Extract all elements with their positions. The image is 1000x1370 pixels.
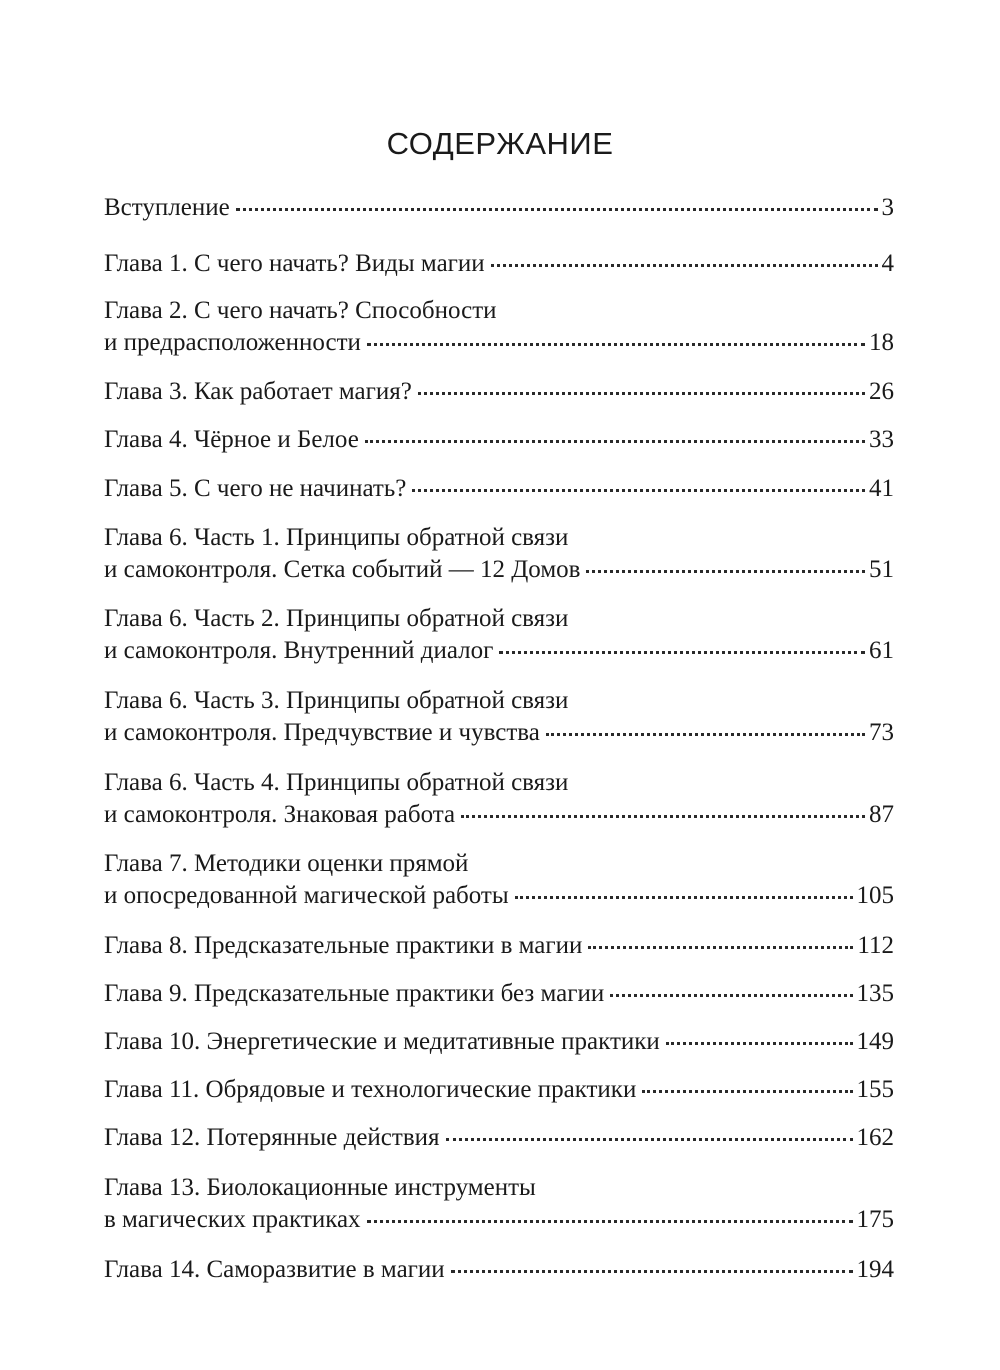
toc-line <box>104 1074 894 1106</box>
entry-title-line-2: и самоконтроля. Внутренний диалог <box>104 637 494 664</box>
toc-line <box>104 1122 894 1154</box>
toc-line <box>104 635 894 667</box>
entry-title: Глава 12. Потерянные действия <box>104 1124 440 1151</box>
dot-leader <box>546 733 865 736</box>
dot-leader <box>418 392 865 395</box>
dot-leader <box>588 946 853 949</box>
page-number: 51 <box>869 556 894 583</box>
toc-line <box>104 978 894 1010</box>
dot-leader <box>367 343 865 346</box>
entry-title: Глава 10. Энергетические и медитативные практики <box>104 1028 660 1055</box>
page-number: 61 <box>869 637 894 664</box>
entry-title-line-2: и опосредованной магической работы <box>104 882 509 909</box>
page-number: 3 <box>881 194 894 221</box>
entry-title: Глава 5. С чего не начинать? <box>104 475 407 502</box>
entry-title-line-1: Глава 6. Часть 4. Принципы обратной связи <box>104 769 569 796</box>
page-number: 149 <box>856 1028 894 1055</box>
dot-leader <box>461 815 865 818</box>
toc-entry <box>104 522 894 586</box>
toc-entry <box>104 1254 894 1286</box>
entry-title: Глава 3. Как работает магия? <box>104 378 412 405</box>
toc-line <box>104 473 894 505</box>
toc-entry <box>104 248 894 280</box>
entry-title-line-2: и предрасположенности <box>104 329 361 356</box>
entry-title-line-1: Глава 2. С чего начать? Способности <box>104 297 497 324</box>
toc-line <box>104 1254 894 1286</box>
entry-title: Глава 8. Предсказательные практики в магии <box>104 932 583 959</box>
toc-entry <box>104 930 894 962</box>
page-number: 73 <box>869 719 894 746</box>
toc-entry <box>104 603 894 667</box>
entry-title: Глава 9. Предсказательные практики без магии <box>104 980 605 1007</box>
dot-leader <box>412 489 865 492</box>
dot-leader <box>499 651 865 654</box>
page-number: 26 <box>869 378 894 405</box>
page-number: 18 <box>869 329 894 356</box>
toc-entry <box>104 767 894 831</box>
page-number: 135 <box>856 980 894 1007</box>
page-number: 33 <box>869 426 894 453</box>
entry-title-line-2: и самоконтроля. Знаковая работа <box>104 801 456 828</box>
entry-title: Глава 1. С чего начать? Виды магии <box>104 250 485 277</box>
entry-title-line-2: и самоконтроля. Сетка событий — 12 Домов <box>104 556 581 583</box>
entry-title-line-1: Глава 13. Биолокационные инструменты <box>104 1174 536 1201</box>
dot-leader <box>365 440 865 443</box>
toc-line <box>104 248 894 280</box>
entry-title-line-1: Глава 6. Часть 3. Принципы обратной связи <box>104 687 569 714</box>
toc-entry <box>104 1122 894 1154</box>
page-title: СОДЕРЖАНИЕ <box>386 126 614 161</box>
toc-entry <box>104 848 894 912</box>
toc-line <box>104 799 894 831</box>
toc-line <box>104 376 894 408</box>
page-number: 175 <box>856 1206 894 1233</box>
dot-leader <box>367 1220 853 1223</box>
page-number: 4 <box>881 250 894 277</box>
page-number: 87 <box>869 801 894 828</box>
toc-line <box>104 930 894 962</box>
dot-leader <box>666 1042 853 1045</box>
entry-title-line-1: Глава 6. Часть 2. Принципы обратной связи <box>104 605 569 632</box>
dot-leader <box>586 570 865 573</box>
page-number: 194 <box>856 1256 894 1283</box>
toc-entry <box>104 685 894 749</box>
entry-title: Глава 14. Саморазвитие в магии <box>104 1256 445 1283</box>
dot-leader <box>642 1090 852 1093</box>
toc-line <box>104 327 894 359</box>
dot-leader <box>451 1270 853 1273</box>
toc-entry <box>104 192 894 224</box>
dot-leader <box>236 208 878 211</box>
entry-title-line-2: в магических практиках <box>104 1206 361 1233</box>
entry-title: Вступление <box>104 194 230 221</box>
toc-line <box>104 880 894 912</box>
toc-line <box>104 1026 894 1058</box>
toc-entry <box>104 295 894 359</box>
toc-line <box>104 424 894 456</box>
toc-entry <box>104 1172 894 1236</box>
toc-line <box>104 1204 894 1236</box>
page-number: 105 <box>856 882 894 909</box>
toc-line <box>104 717 894 749</box>
toc-entry <box>104 376 894 408</box>
page-number: 155 <box>856 1076 894 1103</box>
page-number: 162 <box>856 1124 894 1151</box>
toc-entry <box>104 424 894 456</box>
entry-title-line-2: и самоконтроля. Предчувствие и чувства <box>104 719 540 746</box>
toc-entry <box>104 1074 894 1106</box>
entry-title: Глава 11. Обрядовые и технологические практики <box>104 1076 637 1103</box>
entry-title: Глава 4. Чёрное и Белое <box>104 426 359 453</box>
toc-line <box>104 192 894 224</box>
dot-leader <box>446 1138 853 1141</box>
toc-entry <box>104 473 894 505</box>
page-number: 112 <box>857 932 894 959</box>
dot-leader <box>491 264 878 267</box>
toc-entry <box>104 978 894 1010</box>
dot-leader <box>515 896 853 899</box>
toc-entry <box>104 1026 894 1058</box>
entry-title-line-1: Глава 6. Часть 1. Принципы обратной связи <box>104 524 569 551</box>
page-number: 41 <box>869 475 894 502</box>
dot-leader <box>610 994 852 997</box>
toc-line <box>104 554 894 586</box>
entry-title-line-1: Глава 7. Методики оценки прямой <box>104 850 469 877</box>
